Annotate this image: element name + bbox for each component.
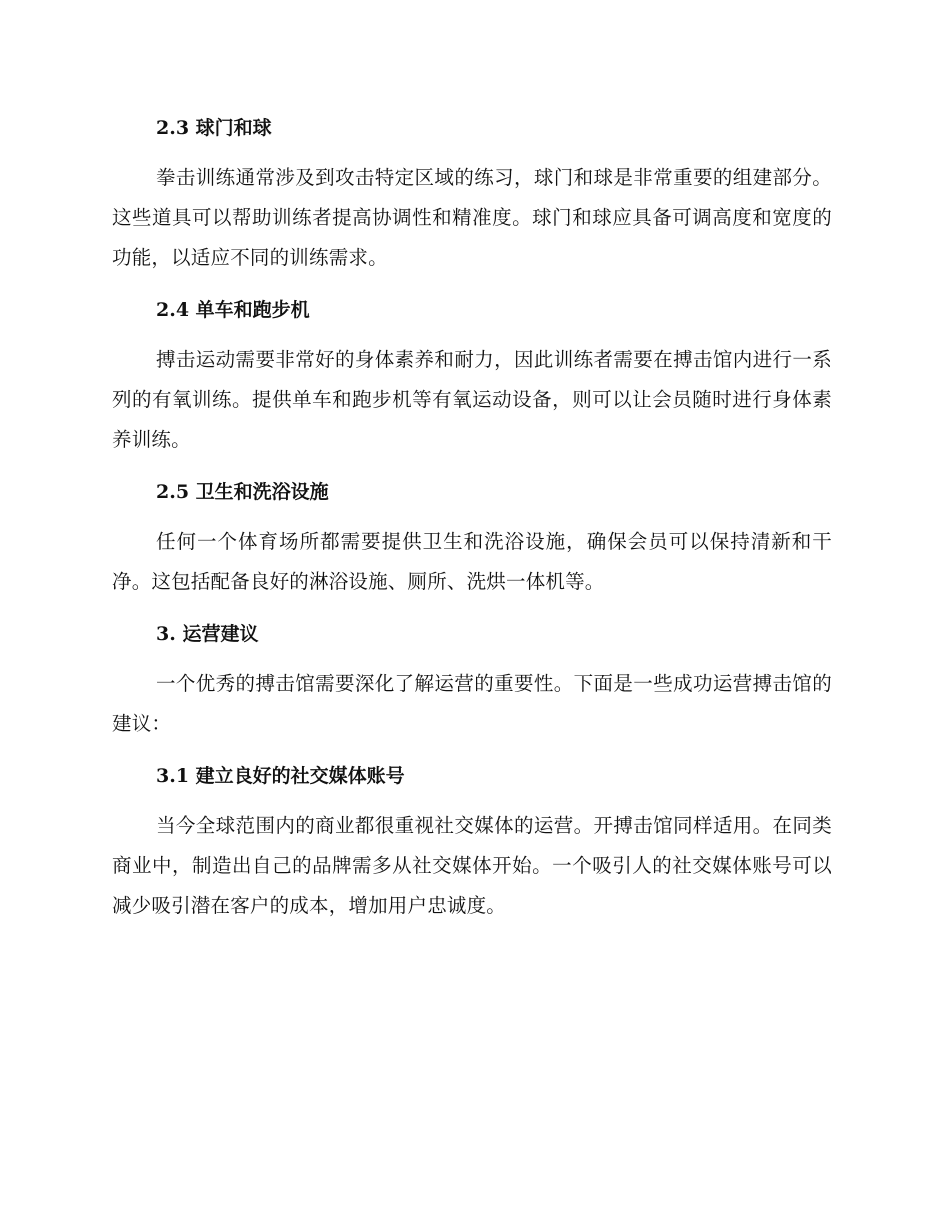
section-heading-3-1: 3.1 建立良好的社交媒体账号 [156,765,405,787]
document-page [112,108,832,926]
section-body-2-5: 任何一个体育场所都需要提供卫生和洗浴设施，确保会员可以保持清新和干净。这包括配备良好的淋浴设施、厕所、洗烘一体机等。 [112,530,832,593]
section-heading-2-3: 2.3 球门和球 [156,117,272,139]
section-body-3-1: 当今全球范围内的商业都很重视社交媒体的运营。开搏击馆同样适用。在同类商业中，制造出自己的品牌需多从社交媒体开始。一个吸引人的社交媒体账号可以减少吸引潜在客户的成本，增加用户忠诚度。 [112,814,832,917]
section-heading-3: 3. 运营建议 [156,623,259,645]
section-body-2-4: 搏击运动需要非常好的身体素养和耐力，因此训练者需要在搏击馆内进行一系列的有氧训练。提供单车和跑步机等有氧运动设备，则可以让会员随时进行身体素养训练。 [112,348,832,451]
section-heading-2-4: 2.4 单车和跑步机 [156,299,310,321]
section-body-3: 一个优秀的搏击馆需要深化了解运营的重要性。下面是一些成功运营搏击馆的建议： [112,672,832,735]
section-heading-2-5: 2.5 卫生和洗浴设施 [156,481,329,503]
section-body-2-3: 拳击训练通常涉及到攻击特定区域的练习，球门和球是非常重要的组建部分。这些道具可以帮助训练者提高协调性和精准度。球门和球应具备可调高度和宽度的功能，以适应不同的训练需求。 [112,166,832,269]
